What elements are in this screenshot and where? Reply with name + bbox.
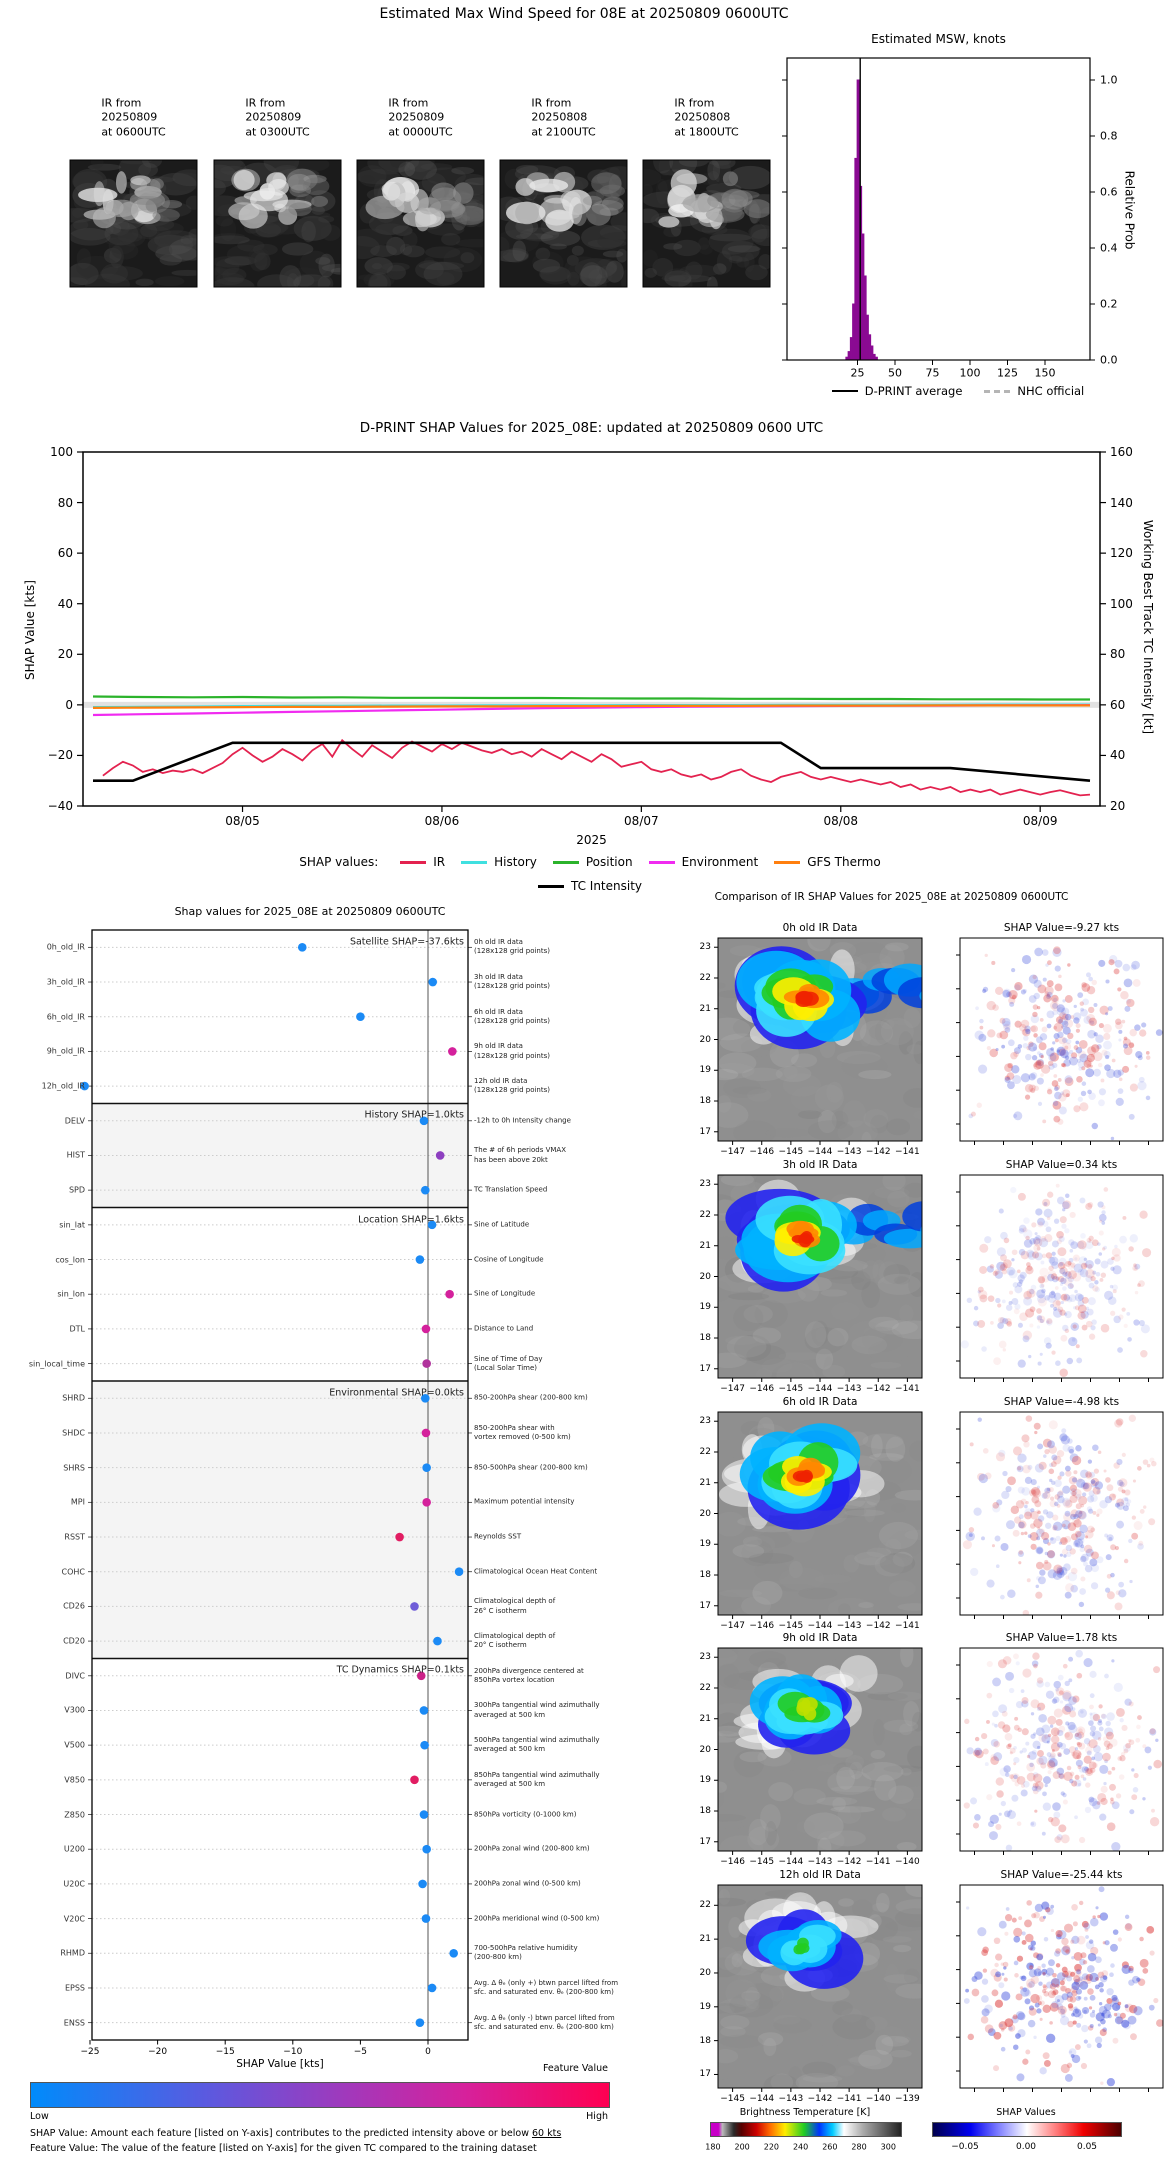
ir-xtick: −142 <box>865 1621 891 1631</box>
hist-xtick: 150 <box>1034 366 1056 380</box>
dot-xtick: 0 <box>425 2047 431 2057</box>
ir-xtick: −142 <box>865 1147 891 1157</box>
bt-colorbar-tick: 300 <box>880 2142 896 2152</box>
shap-dot-U20C <box>418 1880 427 1889</box>
ir-xtick: −146 <box>720 1857 745 1867</box>
ir-ytick: 21 <box>699 1713 711 1724</box>
comparison-graphics <box>615 885 1168 2158</box>
ir-xtick: −141 <box>836 2094 862 2104</box>
ir-xtick: −142 <box>865 1384 891 1394</box>
ts-ytick-left: −20 <box>47 748 73 763</box>
feature-label: 9h_old_IR <box>46 1046 85 1056</box>
dot-xtick: −5 <box>353 2047 368 2057</box>
feature-desc: The # of 6h periods VMAX has been above 20kt <box>474 1146 567 1164</box>
feature-label: V300 <box>64 1705 85 1715</box>
ir-ytick: 19 <box>699 1302 711 1313</box>
ir-ytick: 17 <box>699 1836 711 1847</box>
legend-item-position <box>553 855 633 869</box>
legend-dprint-average <box>832 384 963 398</box>
shap-features-panel <box>0 895 619 2158</box>
legend-line-icon <box>400 861 426 864</box>
feature-desc: Reynolds SST <box>474 1532 522 1541</box>
shap-colorbar-tick: −0.05 <box>951 2142 979 2152</box>
ir-ytick: 17 <box>699 1600 711 1611</box>
shap-value-map <box>960 1412 1163 1616</box>
bt-colorbar-tick: 200 <box>734 2142 750 2152</box>
shap-dot-EPSS <box>428 1984 437 1993</box>
ts-xtick: 08/09 <box>1022 814 1058 828</box>
comparison-title: Comparison of IR SHAP Values for 2025_08E at 20250809 0600UTC <box>714 891 1069 903</box>
ir-data-map <box>700 1163 997 1390</box>
feature-desc: 850hPa tangential wind azimuthally averaged at 500 km <box>474 1770 600 1788</box>
ir-map-title: 6h old IR Data <box>782 1396 858 1408</box>
shap-timeseries-panel <box>0 415 1168 895</box>
feature-label: 12h_old_IR <box>41 1081 85 1091</box>
ir-map-title: 12h old IR Data <box>779 1869 861 1881</box>
hist-xtick: 25 <box>850 366 865 380</box>
colorbar-high-label: High <box>586 2111 608 2122</box>
ir-thumbnail <box>199 149 357 297</box>
ir-xtick: −146 <box>749 1147 775 1157</box>
feature-desc: Maximum potential intensity <box>474 1497 575 1506</box>
dot-xtick: −15 <box>215 2047 235 2057</box>
ts-ytick-right: 60 <box>1110 697 1126 712</box>
feature-label: DTL <box>69 1324 85 1334</box>
shap-map-title: SHAP Value=-25.44 kts <box>1000 1869 1123 1881</box>
ir-ytick: 21 <box>699 1934 711 1945</box>
shap-dot-cos_lon <box>416 1255 425 1264</box>
ir-ytick: 20 <box>699 1744 711 1755</box>
shap-dot-DTL <box>422 1325 431 1334</box>
feature-label: RSST <box>64 1532 85 1542</box>
ts-ytick-left: 40 <box>57 596 73 611</box>
ir-xtick: −145 <box>749 1857 775 1867</box>
ir-ytick: 21 <box>699 1003 711 1014</box>
ir-thumbnail <box>345 149 497 296</box>
feature-desc: Sine of Longitude <box>474 1289 536 1298</box>
ir-xtick: −143 <box>836 1147 862 1157</box>
ts-ytick-left: 0 <box>65 697 73 712</box>
ir-xtick: −146 <box>749 1384 775 1394</box>
ts-ytick-right: 120 <box>1110 546 1133 561</box>
histogram-legend <box>758 384 1158 398</box>
ts-xtick: 08/06 <box>424 814 460 828</box>
ir-thumb-label: IR from 20250808 at 2100UTC <box>531 96 596 139</box>
note-underlined: 60 kts <box>531 2128 562 2139</box>
ir-xtick: −142 <box>807 2094 833 2104</box>
shap-dot-V500 <box>420 1741 429 1750</box>
ir-xtick: −141 <box>865 1857 891 1867</box>
bt-colorbar-title: Brightness Temperature [K] <box>739 2107 871 2118</box>
shap-map-title: SHAP Value=-4.98 kts <box>1003 1396 1120 1408</box>
ir-xtick: −145 <box>778 1384 804 1394</box>
shap-dot-RHMD <box>449 1949 458 1958</box>
legend-label: Position <box>585 855 633 869</box>
feature-desc: 500hPa tangential wind azimuthally averaged at 500 km <box>474 1736 600 1754</box>
shap-value-map <box>960 1885 1164 2088</box>
bt-colorbar-tick: 280 <box>851 2142 867 2152</box>
legend-label: History <box>494 855 537 869</box>
feature-desc: Distance to Land <box>474 1324 534 1333</box>
ir-xtick: −141 <box>895 1621 920 1631</box>
feature-desc: 6h old IR data (128x128 grid points) <box>474 1007 550 1025</box>
ir-ytick: 20 <box>699 1034 711 1045</box>
legend-line-icon <box>553 861 579 864</box>
shap-dot-V850 <box>410 1776 419 1785</box>
hist-ytick: 1.0 <box>1100 73 1118 87</box>
legend-item-history <box>461 855 537 869</box>
ir-ytick: 21 <box>699 1240 711 1251</box>
feature-label: 6h_old_IR <box>46 1012 85 1022</box>
legend-label: GFS Thermo <box>807 855 881 869</box>
shap-dot-V300 <box>420 1706 429 1715</box>
ir-ytick: 17 <box>699 1126 711 1137</box>
feature-label: MPI <box>70 1497 85 1507</box>
shap-values-colorbar <box>932 2122 1122 2137</box>
feature-label: SHDC <box>62 1428 85 1438</box>
shap-dot-V20C <box>422 1914 431 1923</box>
legend-label: TC Intensity <box>570 879 643 893</box>
timeseries-xlabel: 2025 <box>576 833 607 847</box>
feature-desc: TC Translation Speed <box>474 1185 548 1194</box>
hist-ytick: 0.8 <box>1100 129 1118 143</box>
ts-ytick-right: 140 <box>1110 495 1133 510</box>
shap-dot-U200 <box>422 1845 431 1854</box>
ir-thumb-label: IR from 20250809 at 0600UTC <box>101 96 166 139</box>
hist-ytick: 0.4 <box>1100 241 1118 255</box>
feature-label: RHMD <box>60 1948 85 1958</box>
shap-colorbar-title: SHAP Values <box>996 2107 1056 2118</box>
timeseries-title: D-PRINT SHAP Values for 2025_08E: updated at 20250809 0600 UTC <box>359 420 824 436</box>
ts-ytick-left: 100 <box>50 445 73 459</box>
feature-desc: 0h old IR data (128x128 grid points) <box>474 938 550 956</box>
ir-thumb-label: IR from 20250808 at 1800UTC <box>674 96 739 139</box>
section-header: Location SHAP=1.6kts <box>358 1214 464 1225</box>
shap-dot-9h_old_IR <box>448 1047 457 1056</box>
shap-dot-SPD <box>421 1186 430 1195</box>
dot-xtick: −25 <box>80 2047 100 2057</box>
shap-dot-CD20 <box>433 1637 442 1646</box>
hist-ytick: 0.0 <box>1100 353 1118 367</box>
histogram-title: Estimated MSW, knots <box>871 32 1006 46</box>
dot-xtick: −10 <box>283 2047 303 2057</box>
feature-desc: 850-200hPa shear (200-800 km) <box>474 1393 588 1402</box>
ir-xtick: −145 <box>778 1147 804 1157</box>
feature-desc: 850-500hPa shear (200-800 km) <box>474 1463 588 1472</box>
ir-xtick: −144 <box>807 1621 833 1631</box>
feature-label: COHC <box>61 1567 85 1577</box>
histogram-ylabel: Relative Prob <box>1122 170 1137 250</box>
max-wind-panel <box>0 0 1168 415</box>
shap-dot-6h_old_IR <box>356 1012 365 1021</box>
feature-label: CD20 <box>63 1636 85 1646</box>
shap-note-line1 <box>30 2128 561 2139</box>
ts-ytick-right: 40 <box>1110 748 1126 763</box>
feature-label: DELV <box>64 1116 85 1126</box>
ir-xtick: −143 <box>807 1857 833 1867</box>
ir-thumbnail <box>493 160 643 296</box>
ir-ytick: 22 <box>699 1900 711 1911</box>
ir-ytick: 20 <box>699 1967 711 1978</box>
shap-map-title: SHAP Value=1.78 kts <box>1005 1632 1118 1644</box>
legend-item-gfs-thermo <box>774 855 881 869</box>
feature-desc: 300hPa tangential wind azimuthally averaged at 500 km <box>474 1701 600 1719</box>
bt-colorbar-tick: 220 <box>763 2142 780 2152</box>
ir-ytick: 18 <box>699 1806 711 1816</box>
shap-colorbar-tick: 0.05 <box>1076 2142 1098 2152</box>
feature-desc: 850-200hPa shear with vortex removed (0-500 km) <box>474 1423 571 1441</box>
top-panel-graphics <box>0 0 1168 415</box>
ir-xtick: −143 <box>836 1621 862 1631</box>
legend-line-icon <box>538 885 564 888</box>
feature-desc: Avg. Δ θₑ (only -) btwn parcel lifted from sfc. and saturated env. θₑ (200-800 km) <box>474 2013 615 2031</box>
feature-desc: 200hPa meridional wind (0-500 km) <box>474 1914 600 1923</box>
feature-desc: 700-500hPa relative humidity (200-800 km) <box>474 1944 578 1962</box>
feature-desc: Climatological depth of 20° C isotherm <box>474 1632 556 1650</box>
shap-dot-0h_old_IR <box>298 943 307 952</box>
shap-dot-Z850 <box>420 1810 429 1819</box>
feature-label: Z850 <box>64 1810 85 1820</box>
feature-label: DIVC <box>65 1671 85 1681</box>
section-header: Satellite SHAP=-37.6kts <box>349 936 464 948</box>
ir-xtick: −141 <box>895 1147 920 1157</box>
ir-thumbnail <box>56 152 213 295</box>
ir-ytick: 19 <box>699 1539 711 1550</box>
ir-xtick: −140 <box>865 2094 891 2104</box>
ts-ytick-right: 20 <box>1110 799 1126 813</box>
ir-ytick: 20 <box>699 1508 711 1519</box>
feature-desc: 200hPa divergence centered at 850hPa vortex location <box>474 1666 584 1684</box>
feature-desc: 3h old IR data (128x128 grid points) <box>474 972 550 991</box>
feature-label: HIST <box>66 1150 85 1160</box>
ir-ytick: 17 <box>699 1363 711 1374</box>
shap-map-title: SHAP Value=0.34 kts <box>1005 1159 1118 1171</box>
ir-shap-comparison-panel <box>615 885 1168 2158</box>
timeseries-legend-row1 <box>120 855 1060 869</box>
shap-dot-HIST <box>436 1151 445 1160</box>
gray-dashed-icon <box>984 390 1010 393</box>
shap-colorbar-tick: 0.00 <box>1015 2142 1037 2152</box>
ts-ytick-right: 160 <box>1110 445 1133 459</box>
ir-xtick: −146 <box>749 1621 775 1631</box>
legend-item-ir <box>400 855 445 869</box>
legend-line-icon <box>649 861 675 864</box>
ir-ytick: 18 <box>699 1096 711 1106</box>
feature-label: EPSS <box>64 1983 85 1993</box>
feature-desc: 850hPa vorticity (0-1000 km) <box>474 1809 577 1818</box>
feature-label: CD26 <box>63 1601 85 1611</box>
bt-colorbar-tick: 260 <box>822 2142 838 2152</box>
page-title: Estimated Max Wind Speed for 08E at 20250809 0600UTC <box>379 6 789 22</box>
legend-label: NHC official <box>1017 384 1085 398</box>
feature-desc: 200hPa zonal wind (200-800 km) <box>474 1844 590 1853</box>
ir-thumb-label: IR from 20250809 at 0000UTC <box>388 96 453 139</box>
ir-ytick: 20 <box>699 1271 711 1282</box>
legend-item-environment <box>649 855 759 869</box>
feature-desc: Cosine of Longitude <box>474 1254 544 1263</box>
ir-xtick: −143 <box>836 1384 862 1394</box>
timeseries-graphics <box>0 415 1168 895</box>
hist-ytick: 0.2 <box>1100 297 1118 311</box>
ir-ytick: 23 <box>699 942 711 953</box>
feature-desc: Climatological depth of 26° C isotherm <box>474 1597 556 1615</box>
ir-xtick: −147 <box>720 1147 745 1157</box>
shap-dot-ENSS <box>416 2018 425 2027</box>
ir-map-title: 3h old IR Data <box>782 1159 858 1171</box>
shap-dot-SHRS <box>422 1463 431 1472</box>
ir-ytick: 23 <box>699 1652 711 1663</box>
colorbar-low-label: Low <box>30 2111 49 2122</box>
shap-dot-sin_local_time <box>422 1359 431 1368</box>
section-header: History SHAP=1.0kts <box>364 1109 464 1121</box>
shap-value-map <box>960 1648 1163 1851</box>
timeseries-ylabel-right: Working Best Track TC Intensity [kt] <box>1141 519 1155 735</box>
ir-ytick: 23 <box>699 1416 711 1427</box>
hist-xtick: 125 <box>997 366 1018 380</box>
ir-ytick: 22 <box>699 1446 711 1457</box>
ir-map-title: 9h old IR Data <box>782 1632 858 1644</box>
shap-dot-SHDC <box>422 1429 431 1438</box>
ir-ytick: 22 <box>699 1682 711 1693</box>
shap-dot-MPI <box>422 1498 431 1507</box>
feature-value-colorbar <box>30 2082 610 2108</box>
ts-ytick-left: −40 <box>47 799 73 813</box>
ir-ytick: 19 <box>699 1775 711 1786</box>
ir-xtick: −144 <box>807 1147 833 1157</box>
feature-label: cos_lon <box>55 1255 85 1265</box>
feature-label: V500 <box>64 1740 85 1750</box>
black-line-icon <box>832 390 858 392</box>
shap-dot-COHC <box>455 1567 464 1576</box>
feature-label: sin_lat <box>59 1220 85 1230</box>
note-text: SHAP Value: Amount each feature [listed on Y-axis] contributes to the predicted intensity above or below <box>30 2128 532 2139</box>
shap-dot-RSST <box>395 1533 404 1542</box>
legend-nhc-official <box>984 384 1084 398</box>
hist-xtick: 100 <box>959 366 981 380</box>
ir-xtick: −145 <box>720 2094 745 2104</box>
feature-label: sin_lon <box>57 1289 85 1299</box>
ir-thumbnail <box>633 148 786 294</box>
hist-xtick: 50 <box>888 366 902 380</box>
feature-label: SHRS <box>63 1463 85 1473</box>
timeseries-ylabel-left: SHAP Value [kts] <box>23 580 37 680</box>
feature-desc: 200hPa zonal wind (0-500 km) <box>474 1879 581 1888</box>
ir-xtick: −144 <box>778 1857 804 1867</box>
hist-xtick: 75 <box>925 366 940 380</box>
legend-label: Environment <box>681 855 759 869</box>
dot-xtick: −20 <box>148 2047 168 2057</box>
ir-xtick: −145 <box>778 1621 804 1631</box>
feature-colorbar-title: Feature Value <box>542 2063 608 2074</box>
bt-colorbar-tick: 240 <box>792 2142 809 2152</box>
ir-ytick: 22 <box>699 972 711 983</box>
ir-xtick: −139 <box>895 2094 920 2104</box>
ir-ytick: 18 <box>699 1333 711 1343</box>
ir-data-map <box>701 1878 940 2097</box>
ts-ytick-right: 80 <box>1110 647 1126 662</box>
hist-ytick: 0.6 <box>1100 185 1118 199</box>
legend-prefix: SHAP values: <box>299 855 379 869</box>
legend-line-icon <box>461 861 487 864</box>
shap-dot-sin_lon <box>445 1290 454 1299</box>
ir-data-map <box>706 1412 935 1620</box>
series-position <box>93 697 1090 700</box>
feature-label: U20C <box>63 1879 85 1889</box>
legend-label: IR <box>433 855 446 869</box>
feature-label: V20C <box>63 1914 85 1924</box>
feature-label: SHRD <box>62 1393 85 1403</box>
ts-ytick-left: 60 <box>57 546 73 561</box>
ir-ytick: 19 <box>699 1065 711 1076</box>
ir-xtick: −144 <box>807 1384 833 1394</box>
ts-ytick-left: 20 <box>57 647 73 662</box>
ir-xtick: −142 <box>836 1857 862 1867</box>
feature-desc: Avg. Δ θₑ (only +) btwn parcel lifted from sfc. and saturated env. θₑ (200-800 km) <box>474 1978 619 1996</box>
ts-ytick-left: 80 <box>57 495 73 510</box>
ts-xtick: 08/07 <box>624 814 659 828</box>
feature-desc: -12h to 0h Intensity change <box>474 1116 571 1125</box>
ts-xtick: 08/08 <box>823 814 859 828</box>
feature-label: ENSS <box>63 2018 85 2028</box>
feature-label: sin_local_time <box>28 1359 85 1369</box>
ir-ytick: 18 <box>699 2035 711 2046</box>
ir-thumb-label: IR from 20250809 at 0300UTC <box>245 96 310 139</box>
ts-xtick: 08/05 <box>225 814 260 828</box>
legend-line-icon <box>774 861 800 864</box>
shap-value-map <box>960 938 1163 1141</box>
ir-ytick: 19 <box>699 2001 711 2012</box>
ir-ytick: 17 <box>699 2069 711 2080</box>
dotplot-title: Shap values for 2025_08E at 20250809 0600UTC <box>174 905 446 918</box>
brightness-temp-colorbar <box>710 2122 902 2137</box>
shap-value-map <box>960 1175 1163 1378</box>
ir-map-title: 0h old IR Data <box>782 922 858 934</box>
section-header: Environmental SHAP=0.0kts <box>329 1387 464 1399</box>
bt-colorbar-tick: 180 <box>705 2142 721 2152</box>
shap-dot-3h_old_IR <box>428 978 437 987</box>
dotplot-xlabel: SHAP Value [kts] <box>236 2058 324 2070</box>
feature-desc: 9h old IR data (128x128 grid points) <box>474 1042 550 1060</box>
feature-desc: Sine of Time of Day (Local Solar Time) <box>474 1354 543 1372</box>
section-header: TC Dynamics SHAP=0.1kts <box>336 1664 464 1676</box>
feature-label: 3h_old_IR <box>46 977 85 987</box>
ir-data-map <box>700 1641 939 1860</box>
feature-desc: Sine of Latitude <box>474 1220 530 1229</box>
ir-ytick: 18 <box>699 1570 711 1580</box>
ir-ytick: 22 <box>699 1209 711 1220</box>
shap-note-line2: Feature Value: The value of the feature [listed on Y-axis] for the given TC compared to the training dataset <box>30 2143 537 2154</box>
shap-dot-CD26 <box>410 1602 419 1611</box>
ir-xtick: −147 <box>720 1621 745 1631</box>
ir-xtick: −144 <box>749 2094 775 2104</box>
ir-ytick: 21 <box>699 1477 711 1488</box>
feature-label: SPD <box>68 1185 85 1195</box>
ir-xtick: −140 <box>895 1857 920 1867</box>
ir-xtick: −141 <box>895 1384 920 1394</box>
feature-label: V850 <box>64 1775 85 1785</box>
ir-xtick: −143 <box>778 2094 804 2104</box>
ir-xtick: −147 <box>720 1384 745 1394</box>
legend-label: D-PRINT average <box>864 384 963 398</box>
feature-desc: Climatological Ocean Heat Content <box>474 1567 598 1576</box>
feature-desc: 12h old IR data (128x128 grid points) <box>474 1077 550 1095</box>
ir-ytick: 23 <box>699 1179 711 1190</box>
feature-label: U200 <box>63 1844 85 1854</box>
shap-map-title: SHAP Value=-9.27 kts <box>1003 922 1120 934</box>
ts-ytick-right: 100 <box>1110 596 1133 611</box>
feature-label: 0h_old_IR <box>46 942 85 952</box>
